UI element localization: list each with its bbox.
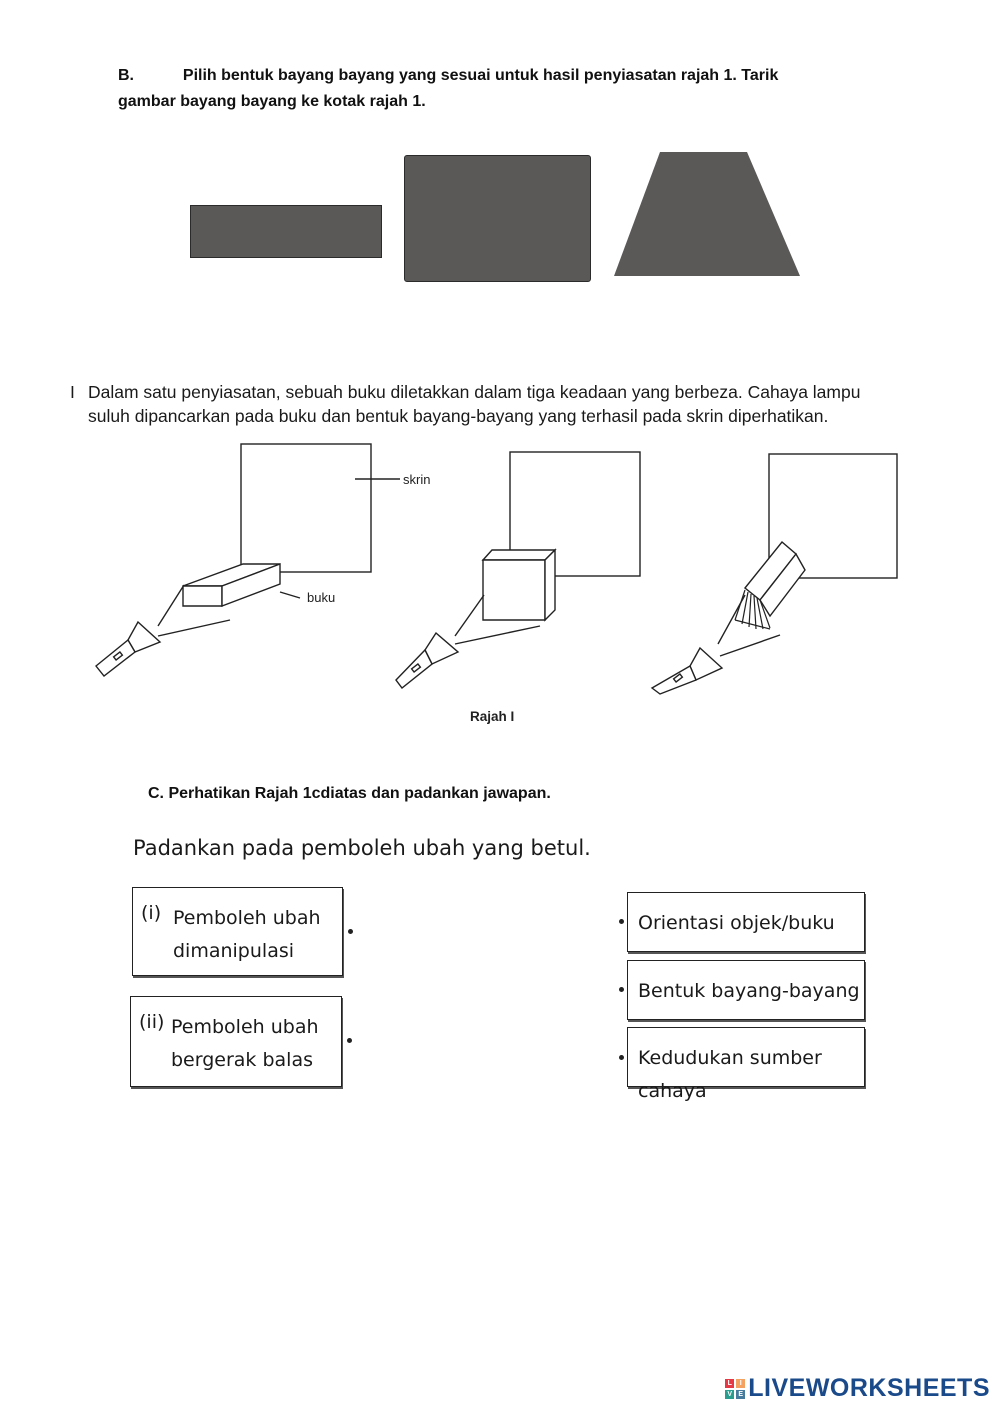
match-dot-left-2[interactable] [347, 1038, 352, 1043]
shadow-shape-large-rectangle[interactable] [404, 155, 591, 282]
match-dot-right-2[interactable] [619, 987, 624, 992]
diagram-caption: Rajah I [470, 709, 515, 724]
diagram-number: I [70, 382, 75, 402]
variable-box-line2: dimanipulasi [173, 940, 295, 962]
label-book: buku [307, 590, 336, 605]
shadow-shape-trapezoid[interactable] [612, 152, 802, 278]
section-b-line1: Pilih bentuk bayang bayang yang sesuai untuk hasil penyiasatan rajah 1. Tarik [182, 67, 779, 84]
match-title: Padankan pada pemboleh ubah yang betul. [133, 836, 591, 860]
match-dot-left-1[interactable] [348, 929, 353, 934]
logo-mark-letter: V [725, 1390, 734, 1399]
setup-3-open-book [652, 454, 897, 694]
flashlight-1-icon [96, 622, 160, 676]
answer-box-text: Bentuk bayang-bayang [638, 980, 860, 1002]
shadow-shape-thin-rectangle[interactable] [190, 205, 382, 258]
section-b-label: B. [118, 67, 134, 84]
logo-mark-letter: E [736, 1390, 745, 1399]
variable-box-manipulated [132, 887, 343, 976]
variable-box-line1: Pemboleh ubah [173, 907, 321, 929]
logo-mark-letter: I [736, 1379, 745, 1388]
match-dot-right-1[interactable] [619, 919, 624, 924]
variable-box-number: (ii) [139, 1011, 165, 1033]
answer-box-shadow-shape [627, 960, 865, 1020]
answer-box-text: Orientasi objek/buku [638, 912, 835, 934]
screen-1-drop-target [241, 444, 371, 572]
diagram-intro-line2: suluh dipancarkan pada buku dan bentuk bayang-bayang yang terhasil pada skrin diperhatikan. [88, 406, 829, 426]
answer-box-light-position [627, 1027, 865, 1102]
section-b-line2: gambar bayang bayang ke kotak rajah 1. [118, 93, 426, 110]
answer-box-text: Kedudukan sumber cahaya [638, 1047, 822, 1102]
diagram-intro-line1: Dalam satu penyiasatan, sebuah buku diletakkan dalam tiga keadaan yang berbeza. Cahaya lampu [88, 382, 861, 402]
diagram-intro [88, 380, 948, 428]
variable-box-line1: Pemboleh ubah [171, 1016, 319, 1038]
match-dot-right-3[interactable] [619, 1055, 624, 1060]
trapezoid-polygon [614, 152, 800, 276]
setup-2-upright-book [396, 452, 640, 688]
answer-box-orientation [627, 892, 865, 952]
variable-box-responding [130, 996, 342, 1087]
logo-mark-letter: L [725, 1379, 734, 1388]
logo-text: LIVEWORKSHEETS [748, 1374, 990, 1402]
logo-mark-icon [725, 1379, 745, 1399]
section-b-instruction [118, 63, 878, 115]
flashlight-3-icon [652, 648, 722, 694]
rajah-1-diagram [0, 430, 1000, 740]
setup-1-flat-book [96, 444, 400, 676]
label-screen: skrin [403, 472, 431, 487]
variable-box-line2: bergerak balas [171, 1049, 313, 1071]
variable-box-number: (i) [141, 902, 162, 924]
liveworksheets-logo [725, 1374, 990, 1403]
flashlight-2-icon [396, 633, 458, 688]
section-c-heading: C. Perhatikan Rajah 1cdiatas dan padankan jawapan. [148, 785, 551, 802]
